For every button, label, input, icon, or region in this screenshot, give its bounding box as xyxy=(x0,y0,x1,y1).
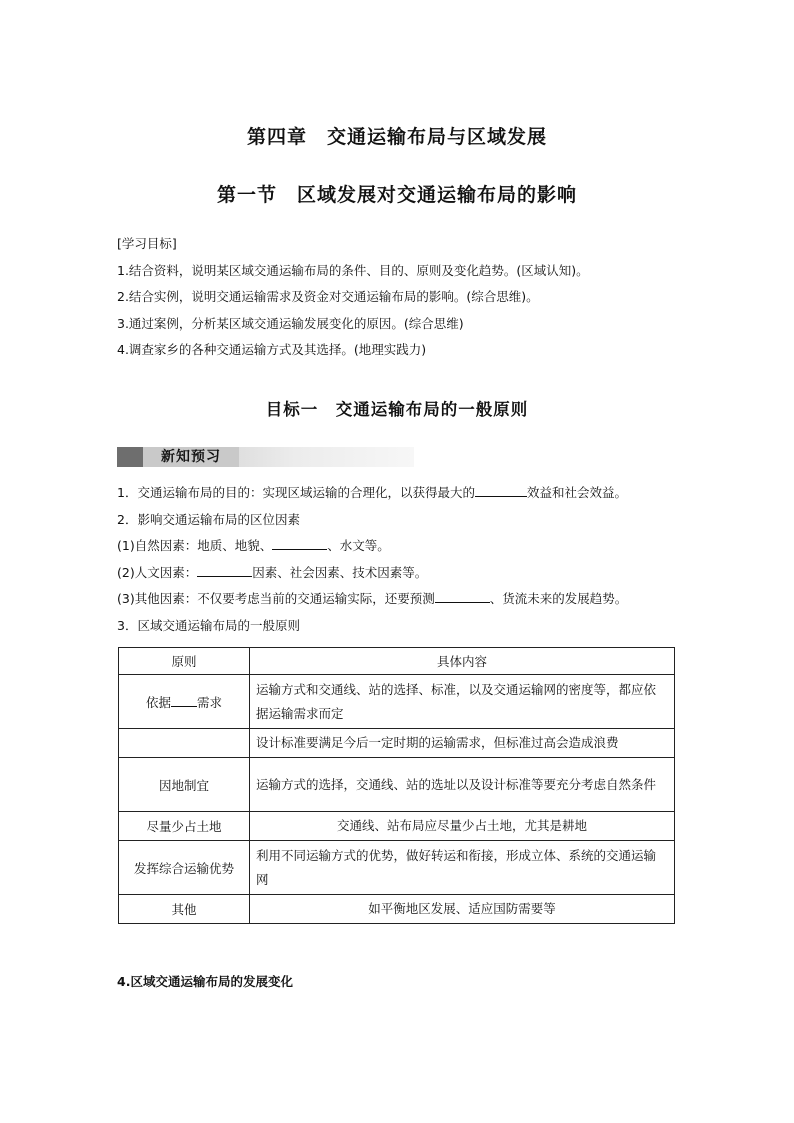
section-4-heading: 4.区域交通运输布局的发展变化 xyxy=(117,974,293,989)
section-title: 第一节 区域发展对交通运输布局的影响 xyxy=(216,184,577,206)
fill-blank[interactable] xyxy=(272,535,327,550)
preview-banner xyxy=(117,447,414,467)
paragraph-2: 2．影响交通运输布局的区位因素 xyxy=(117,511,300,527)
table-cell-content: 如平衡地区发展、适应国防需要等 xyxy=(250,895,675,924)
table-row xyxy=(119,812,675,841)
table-cell-content: 利用不同运输方式的优势，做好转运和衔接，形成立体、系统的交通运输网 xyxy=(250,841,675,895)
objectives-heading: [学习目标] xyxy=(117,236,177,251)
table-cell-principle: 尽量少占土地 xyxy=(119,812,250,841)
table-cell-content: 运输方式的选择，交通线、站的选址以及设计标准等要充分考虑自然条件 xyxy=(250,758,675,812)
table-cell-principle: 其他 xyxy=(119,895,250,924)
table-cell-content: 运输方式和交通线、站的选择、标准，以及交通运输网的密度等，都应依据运输需求而定 xyxy=(250,675,675,729)
table-row xyxy=(119,729,675,758)
table-header-row xyxy=(119,648,675,675)
principles-table xyxy=(118,647,675,924)
paragraph-5: (3)其他因素：不仅要考虑当前的交通运输实际，还要预测 、货流未来的发展趋势。 xyxy=(117,586,627,613)
table-header-cell: 具体内容 xyxy=(250,648,675,675)
preview-content xyxy=(117,480,627,639)
table-row xyxy=(119,841,675,895)
paragraph-3: (1)自然因素：地质、地貌、 、水文等。 xyxy=(117,533,627,560)
table-row xyxy=(119,675,675,729)
objective-item-2: 2.结合实例，说明交通运输需求及资金对交通运输布局的影响。(综合思维)。 xyxy=(117,289,539,304)
fill-blank[interactable] xyxy=(171,692,197,707)
objective-item-3: 3.通过案例，分析某区域交通运输发展变化的原因。(综合思维) xyxy=(117,315,464,331)
objective-item-1: 1.结合资料，说明某区域交通运输布局的条件、目的、原则及变化趋势。(区域认知)。 xyxy=(117,262,589,278)
paragraph-6: 3．区域交通运输布局的一般原则 xyxy=(117,617,300,633)
fill-blank[interactable] xyxy=(475,482,527,497)
banner-label: 新知预习 xyxy=(143,447,239,467)
target-title: 目标一 交通运输布局的一般原则 xyxy=(265,400,529,419)
learning-objectives xyxy=(117,231,589,364)
objective-item-4: 4.调查家乡的各种交通运输方式及其选择。(地理实践力) xyxy=(117,342,427,357)
paragraph-4: (2)人文因素： 因素、社会因素、技术因素等。 xyxy=(117,560,627,587)
table-cell-principle xyxy=(119,729,250,758)
table-row xyxy=(119,895,675,924)
table-cell-content: 交通线、站布局应尽量少占土地，尤其是耕地 xyxy=(250,812,675,841)
table-cell-principle: 发挥综合运输优势 xyxy=(119,841,250,895)
paragraph-1: 1．交通运输布局的目的：实现区域运输的合理化，以获得最大的 效益和社会效益。 xyxy=(117,480,627,507)
chapter-title: 第四章 交通运输布局与区域发展 xyxy=(246,126,547,148)
table-row xyxy=(119,758,675,812)
fill-blank[interactable] xyxy=(435,588,490,603)
table-cell-content: 设计标准要满足今后一定时期的运输需求，但标准过高会造成浪费 xyxy=(250,729,675,758)
fill-blank[interactable] xyxy=(197,562,252,577)
table-cell-principle: 依据 需求 xyxy=(119,675,250,729)
table-header-cell: 原则 xyxy=(119,648,250,675)
table-cell-principle: 因地制宜 xyxy=(119,758,250,812)
